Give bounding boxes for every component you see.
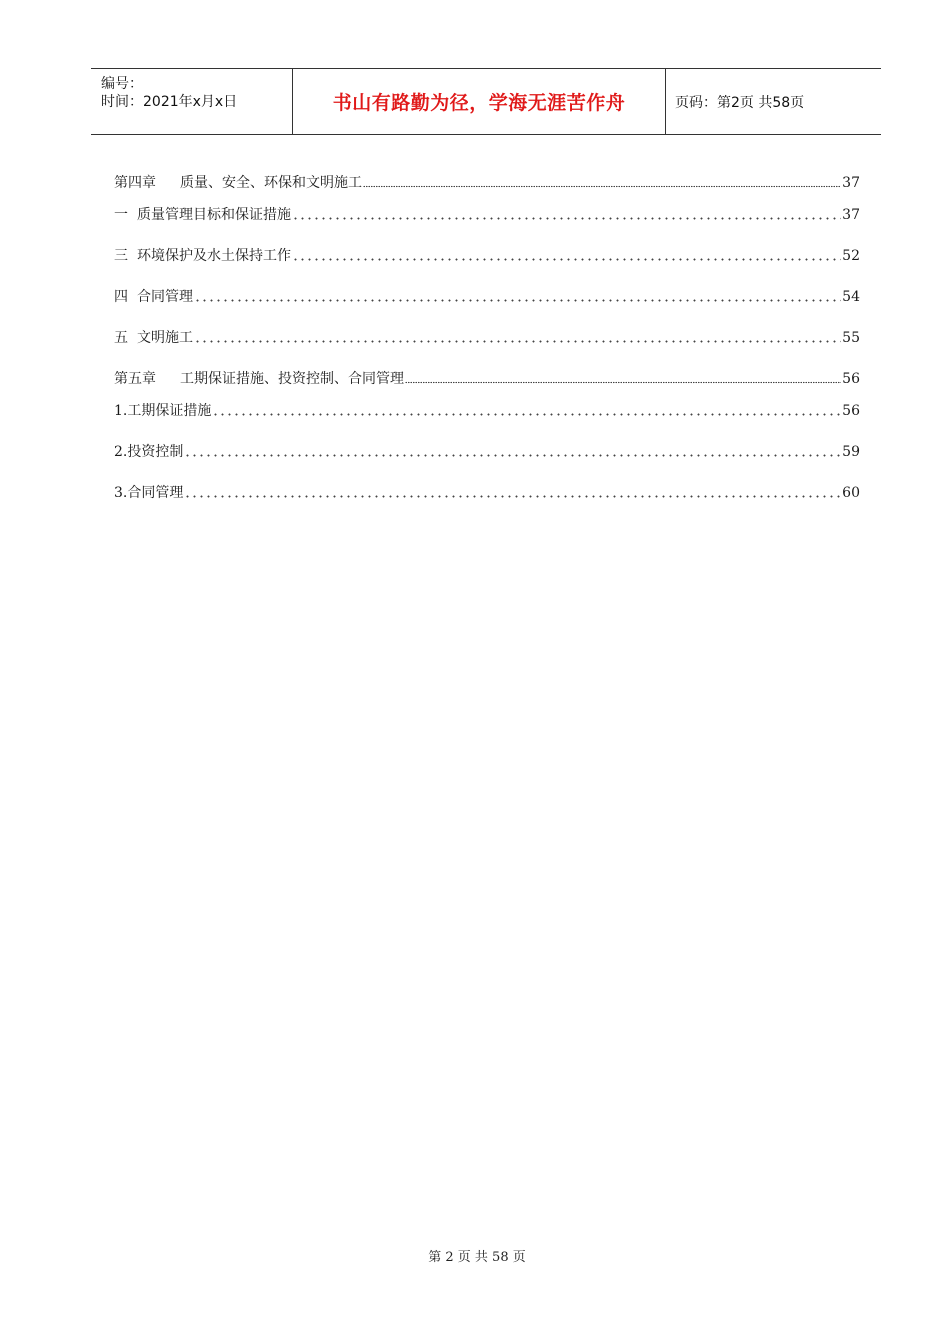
toc-entry-title: 1.工期保证措施 bbox=[114, 403, 212, 419]
toc-entry-title: 合同管理 bbox=[137, 289, 193, 305]
toc-entry-prefix: 一 bbox=[114, 207, 128, 223]
toc-entry-label bbox=[114, 369, 404, 389]
toc-entry[interactable] bbox=[114, 173, 860, 193]
toc-leader bbox=[292, 258, 841, 261]
toc-entry[interactable] bbox=[114, 287, 860, 307]
toc-entry-prefix: 第五章 bbox=[114, 371, 156, 387]
toc-entry-page: 55 bbox=[842, 330, 860, 346]
footer-page-number: 第 2 页 共 58 页 bbox=[428, 1250, 526, 1265]
toc-entry[interactable] bbox=[114, 401, 860, 421]
toc-entry[interactable] bbox=[114, 205, 860, 225]
header-motto-cell bbox=[292, 69, 666, 134]
toc-leader bbox=[363, 185, 841, 188]
toc-entry-prefix: 第四章 bbox=[114, 175, 156, 191]
toc-leader bbox=[405, 381, 841, 384]
toc-entry-label bbox=[114, 173, 362, 193]
toc-leader bbox=[194, 340, 841, 343]
serial-number-label: 编号： bbox=[101, 76, 143, 92]
toc-leader bbox=[184, 454, 841, 457]
toc-entry-page: 54 bbox=[842, 289, 860, 305]
toc-entry[interactable] bbox=[114, 246, 860, 266]
date-label: 时间：2021年x月x日 bbox=[101, 94, 238, 110]
page-header bbox=[91, 68, 881, 135]
toc-entry[interactable] bbox=[114, 369, 860, 389]
toc-entry-label bbox=[114, 205, 291, 225]
header-page-info: 页码：第2页 共58页 bbox=[675, 94, 805, 111]
toc-entry-prefix: 四 bbox=[114, 289, 128, 305]
toc-entry-page: 56 bbox=[842, 371, 860, 387]
page-footer bbox=[0, 1246, 950, 1265]
toc-entry-title: 环境保护及水土保持工作 bbox=[137, 248, 291, 264]
toc-entry-page: 60 bbox=[842, 485, 860, 501]
toc-entry-title: 质量管理目标和保证措施 bbox=[137, 207, 291, 223]
header-meta-cell bbox=[91, 69, 292, 134]
toc-entry-label bbox=[114, 401, 211, 421]
toc-entry-title: 质量、安全、环保和文明施工 bbox=[180, 175, 362, 191]
toc-leader bbox=[194, 299, 841, 302]
toc-entry-page: 37 bbox=[842, 175, 860, 191]
toc-entry-title: 工期保证措施、投资控制、合同管理 bbox=[180, 371, 404, 387]
toc-entry-label bbox=[114, 246, 291, 266]
toc-entry-prefix: 三 bbox=[114, 248, 128, 264]
toc-entry[interactable] bbox=[114, 328, 860, 348]
header-page-cell bbox=[666, 69, 881, 134]
toc-entry-label bbox=[114, 287, 193, 307]
toc-entry-page: 56 bbox=[842, 403, 860, 419]
toc-leader bbox=[212, 413, 841, 416]
toc-entry[interactable] bbox=[114, 442, 860, 462]
toc-entry-label bbox=[114, 442, 183, 462]
toc-entry[interactable] bbox=[114, 483, 860, 503]
toc-entry-page: 59 bbox=[842, 444, 860, 460]
toc-entry-title: 3.合同管理 bbox=[114, 485, 184, 501]
motto-text: 书山有路勤为径，学海无涯苦作舟 bbox=[332, 92, 626, 114]
toc-entry-title: 文明施工 bbox=[137, 330, 193, 346]
toc-entry-title: 2.投资控制 bbox=[114, 444, 184, 460]
toc-entry-prefix: 五 bbox=[114, 330, 128, 346]
toc-entry-page: 52 bbox=[842, 248, 860, 264]
toc-entry-label bbox=[114, 483, 183, 503]
toc-entry-label bbox=[114, 328, 193, 348]
toc-entry-page: 37 bbox=[842, 207, 860, 223]
toc-leader bbox=[292, 217, 841, 220]
toc-leader bbox=[184, 495, 841, 498]
